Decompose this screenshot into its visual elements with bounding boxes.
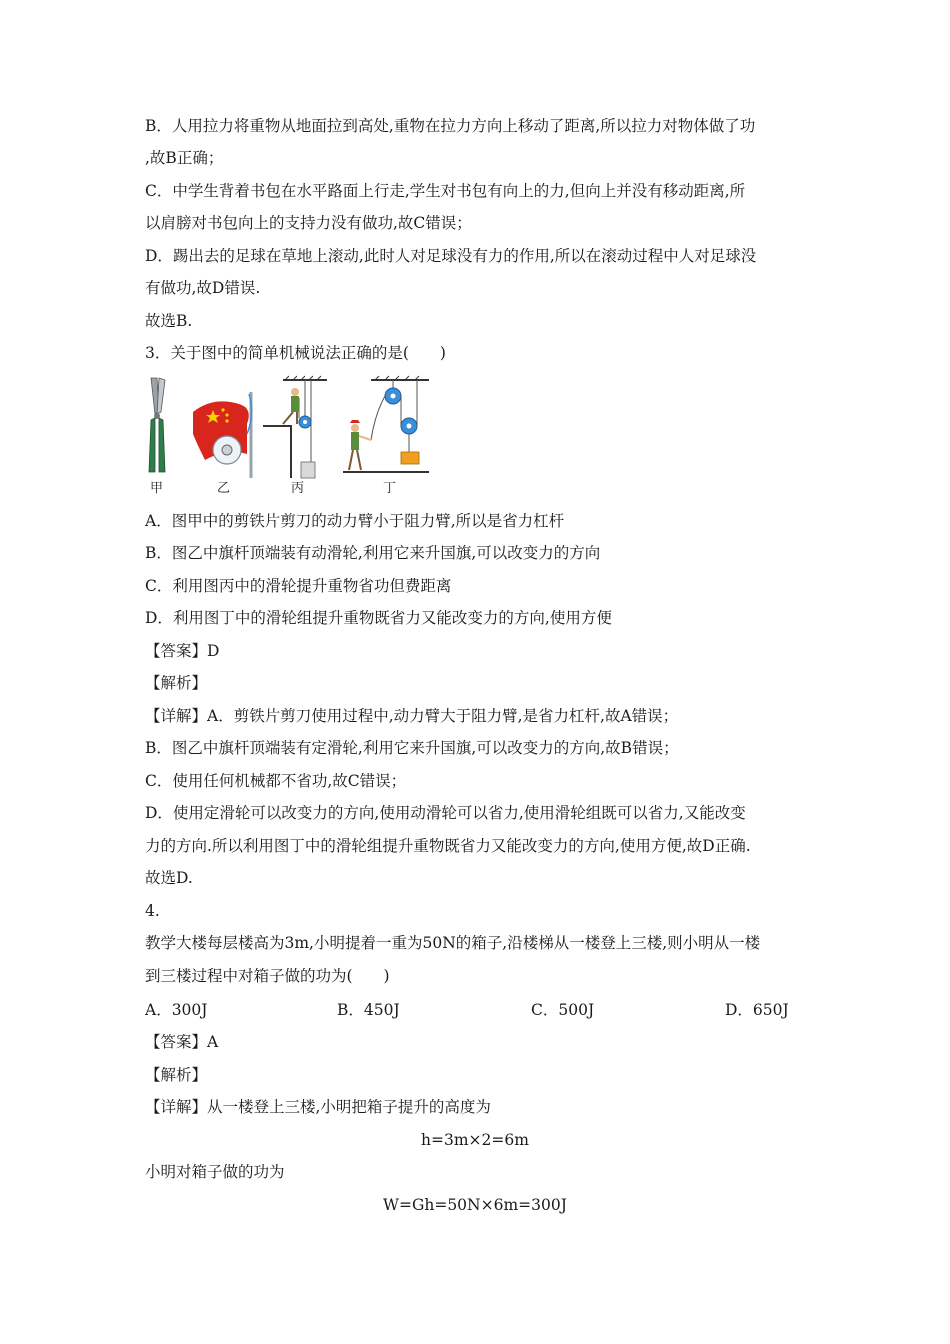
single-pulley-illustration xyxy=(263,376,327,478)
figure-label-yi: 乙 xyxy=(217,481,231,496)
figure-label-bing: 丙 xyxy=(291,481,305,496)
formula-height: h=3m×2=6m xyxy=(421,1131,529,1149)
text-line: ,故B正确； xyxy=(145,149,224,167)
question-3-option-b: B．图乙中旗杆顶端装有动滑轮,利用它来升国旗,可以改变力的方向 xyxy=(145,544,601,562)
question-3-option-a: A．图甲中的剪铁片剪刀的动力臂小于阻力臂,所以是省力杠杆 xyxy=(145,512,565,530)
question-3-detail-line: 【详解】A．剪铁片剪刀使用过程中,动力臂大于阻力臂,是省力杠杆,故A错误； xyxy=(145,707,679,725)
question-4-detail-line: 【详解】从一楼登上三楼,小明把箱子提升的高度为 xyxy=(145,1098,491,1116)
flag-pole-illustration xyxy=(193,392,252,478)
text-line: C．中学生背着书包在水平路面上行走,学生对书包有向上的力,但向上并没有移动距离,所 xyxy=(145,182,746,200)
question-4-option-c: C．500J xyxy=(531,1001,595,1019)
pulley-block-illustration xyxy=(343,376,429,472)
question-3-detail-line: C．使用任何机械都不省功,故C错误； xyxy=(145,772,407,790)
text-line: 故选B. xyxy=(145,312,193,330)
question-3-option-d: D．利用图丁中的滑轮组提升重物既省力又能改变力的方向,使用方便 xyxy=(145,609,612,627)
question-3-detail-line: D．使用定滑轮可以改变力的方向,使用动滑轮可以省力,使用滑轮组既可以省力,又能改变 xyxy=(145,804,746,822)
question-3-detail-line: 力的方向.所以利用图丁中的滑轮组提升重物既省力又能改变力的方向,使用方便,故D正确. xyxy=(145,837,751,855)
question-4-detail-line: 小明对箱子做的功为 xyxy=(145,1163,285,1181)
question-4-stem: 到三楼过程中对箱子做的功为( ) xyxy=(145,967,390,985)
question-3-answer: 【答案】D xyxy=(145,642,220,660)
figure-label-jia: 甲 xyxy=(150,481,164,496)
figure-label-ding: 丁 xyxy=(383,481,397,496)
formula-work: W=Gh=50N×6m=300J xyxy=(383,1196,567,1214)
question-4-option-d: D．650J xyxy=(725,1001,789,1019)
question-3-detail-line: 故选D. xyxy=(145,869,193,887)
text-line: B．人用拉力将重物从地面拉到高处,重物在拉力方向上移动了距离,所以拉力对物体做了功 xyxy=(145,117,756,135)
text-line: 以肩膀对书包向上的支持力没有做功,故C错误； xyxy=(145,214,472,232)
question-3-analysis-heading: 【解析】 xyxy=(145,674,208,692)
question-3-stem: 3．关于图中的简单机械说法正确的是( ) xyxy=(145,344,446,362)
tin-snips-illustration xyxy=(149,378,165,472)
question-4-option-b: B．450J xyxy=(337,1001,400,1019)
question-3-option-c: C．利用图丙中的滑轮提升重物省功但费距离 xyxy=(145,577,452,595)
text-line: 有做功,故D错误. xyxy=(145,279,261,297)
question-4-option-a: A．300J xyxy=(145,1001,208,1019)
question-4-answer: 【答案】A xyxy=(145,1033,219,1051)
question-3-detail-line: B．图乙中旗杆顶端装有定滑轮,利用它来升国旗,可以改变力的方向,故B错误； xyxy=(145,739,679,757)
text-line: D．踢出去的足球在草地上滚动,此时人对足球没有力的作用,所以在滚动过程中人对足球没 xyxy=(145,247,757,265)
question-4-analysis-heading: 【解析】 xyxy=(145,1066,208,1084)
question-4-number: 4. xyxy=(145,902,160,920)
question-4-stem: 教学大楼每层楼高为3m,小明提着一重为50N的箱子,沿楼梯从一楼登上三楼,则小明从一楼 xyxy=(145,934,761,952)
simple-machines-figure xyxy=(143,374,433,502)
